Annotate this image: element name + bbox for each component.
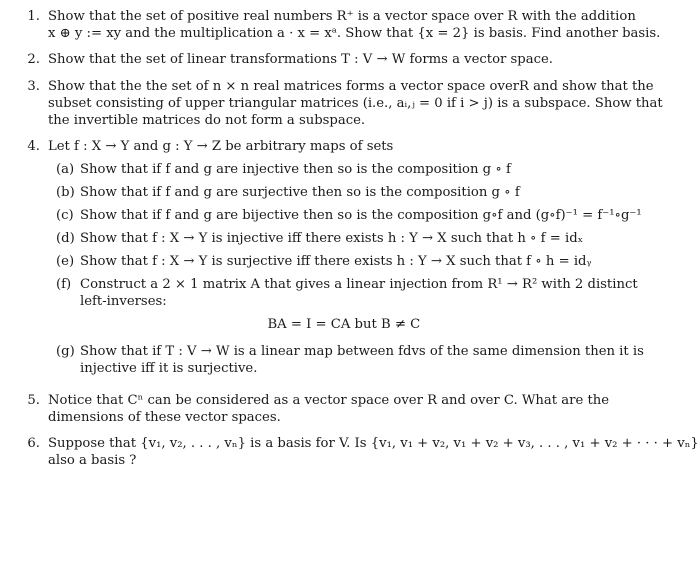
subproblem-b xyxy=(48,184,682,201)
subproblem-text: Show that if f and g are surjective then so is the composition g ∘ f xyxy=(80,185,520,200)
subproblem-text: injective iff it is surjective. xyxy=(80,361,258,376)
problem-line: dimensions of these vector spaces. xyxy=(48,410,281,425)
problem-line: x ⊕ y := xy and the multiplication a · x = xᵃ. Show that {x = 2} is basis. Find another basis. xyxy=(48,26,661,41)
problem-line: Show that the the set of n × n real matrices forms a vector space overR and show that the xyxy=(48,79,654,94)
subproblem-text: Show that if f and g are bijective then so is the composition g∘f and (g∘f)⁻¹ = f⁻¹∘g⁻¹ xyxy=(80,208,642,223)
subproblem-text: Show that f : X → Y is surjective iff there exists h : Y → X such that f ∘ h = idᵧ xyxy=(80,254,592,269)
problem-text xyxy=(48,51,682,68)
problem-line: Show that the set of linear transformations T : V → W forms a vector space. xyxy=(48,52,553,67)
problem-number: 6. xyxy=(27,436,40,451)
subproblem-label: (b) xyxy=(56,185,75,200)
problem-1 xyxy=(18,8,682,42)
display-equation: BA = I = CA but B ≠ C xyxy=(267,317,421,332)
problem-line: Show that the set of positive real numbers R⁺ is a vector space over R with the addition xyxy=(48,9,636,24)
subproblem-text: Construct a 2 × 1 matrix A that gives a linear injection from R¹ → R² with 2 distinct xyxy=(80,277,638,292)
subproblem-label: (d) xyxy=(56,231,75,246)
subproblem-label: (f) xyxy=(56,277,72,292)
subproblem-e xyxy=(48,253,682,270)
problem-2 xyxy=(18,51,682,68)
problem-line: Notice that Cⁿ can be considered as a vector space over R and over C. What are the xyxy=(48,393,610,408)
problem-number: 3. xyxy=(27,79,40,94)
problem-5 xyxy=(18,392,682,426)
problem-number: 4. xyxy=(27,139,40,154)
subproblem-c xyxy=(48,207,682,224)
subproblem-body xyxy=(80,343,644,377)
subproblem-text: Show that if f and g are injective then so is the composition g ∘ f xyxy=(80,162,511,177)
problem-6 xyxy=(18,435,699,469)
problem-line: the invertible matrices do not form a subspace. xyxy=(48,113,366,128)
problem-number: 1. xyxy=(27,9,40,24)
problem-number: 5. xyxy=(27,393,40,408)
problem-text xyxy=(48,435,699,469)
subproblem-label: (g) xyxy=(56,344,75,359)
problem-4 xyxy=(18,138,682,383)
problem-text xyxy=(48,78,682,129)
subproblem-body xyxy=(80,276,638,337)
problem-text xyxy=(48,392,682,426)
subproblem-d xyxy=(48,230,682,247)
subproblem-f xyxy=(48,276,682,337)
subproblem-a xyxy=(48,161,682,178)
subproblem-text: Show that if T : V → W is a linear map between fdvs of the same dimension then it is xyxy=(80,344,644,359)
problem-text xyxy=(48,138,682,383)
problem-line: Suppose that {v₁, v₂, . . . , vₙ} is a basis for V. Is {v₁, v₁ + v₂, v₁ + v₂ + v₃, . . . , v₁ + v₂ + · · · + vₙ} xyxy=(48,436,699,451)
problem-text xyxy=(48,8,682,42)
subproblem-text: Show that f : X → Y is injective iff there exists h : Y → X such that h ∘ f = idₓ xyxy=(80,231,584,246)
subproblem-list xyxy=(48,161,682,377)
subproblem-label: (c) xyxy=(56,208,74,223)
problem-line: also a basis ? xyxy=(48,453,137,468)
subproblem-text: left-inverses: xyxy=(80,294,167,309)
subproblem-g xyxy=(48,343,682,377)
problem-line: subset consisting of upper triangular matrices (i.e., aᵢ,ⱼ = 0 if i > j) is a subspace. Show that xyxy=(48,96,663,111)
problem-number: 2. xyxy=(27,52,40,67)
subproblem-label: (a) xyxy=(56,162,75,177)
problem-intro: Let f : X → Y and g : Y → Z be arbitrary maps of sets xyxy=(48,139,394,154)
problem-3 xyxy=(18,78,682,129)
subproblem-label: (e) xyxy=(56,254,75,269)
